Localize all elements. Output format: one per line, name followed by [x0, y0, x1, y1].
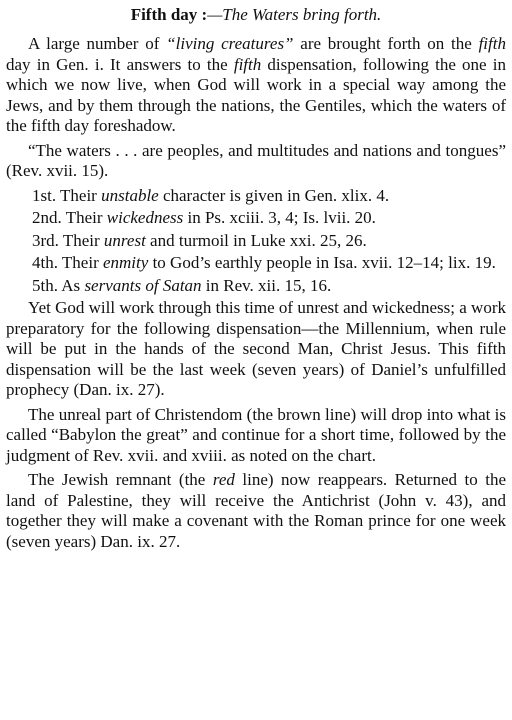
document-page: [6, 4, 506, 556]
paragraph-christendom: The unreal part of Christendom (the brown line) will drop into what is called “Babylon the great” and continue for a short time, followed by the judgment of Rev. xvii. and xviii. as noted on the chart.: [6, 404, 506, 465]
text-run: 2nd. Their: [32, 208, 107, 227]
text-run: 4th. Their: [32, 253, 103, 272]
emphasis: “living creatures”: [166, 34, 294, 53]
paragraph-yet-god: Yet God will work through this time of unrest and wickedness; a work preparatory for the following dispensation—the Millennium, when rule will be put in the hands of the second Man, Christ Jesus. This fifth dispensation will be the last week (seven years) of Daniel’s unfulfilled prophecy (Dan. ix. 27).: [6, 298, 506, 399]
text-run: in Ps. xciii. 3, 4; Is. lvii. 20.: [183, 208, 376, 227]
list-item-3rd: [6, 231, 506, 252]
text-run: 1st. Their: [32, 185, 102, 205]
emphasis: fifth: [478, 34, 506, 53]
emphasis: red: [212, 470, 235, 489]
text-run: in Rev. xii. 15, 16.: [201, 275, 332, 295]
text-run: character is given in Gen. xlix. 4.: [158, 185, 390, 205]
text-run: A large number of: [28, 34, 167, 53]
text-run: are brought forth on the: [293, 34, 479, 53]
emphasis: unrest: [103, 230, 146, 250]
list-item-4th: [6, 253, 506, 274]
paragraph-the-waters: “The waters . . . are peoples, and multitudes and nations and tongues” (Rev. xvii. 15).: [6, 140, 506, 180]
text-run: to God’s earthly people in Isa. xvii. 12–14; lix. 19.: [148, 253, 496, 272]
emphasis: enmity: [102, 253, 149, 272]
text-run: dispensation, following the one in which we now live, when God will work in a special way among the Jews, and by them through the nations, the Gentiles, which the waters of the fifth day foreshadow.: [6, 54, 507, 135]
emphasis: servants of Satan: [84, 275, 202, 295]
heading-bold: Fifth day :: [130, 5, 208, 24]
emphasis: wickedness: [106, 208, 184, 227]
emphasis: unstable: [101, 185, 159, 205]
text-run: and turmoil in Luke xxi. 25, 26.: [145, 230, 367, 250]
text-run: The Jewish remnant (the: [28, 470, 213, 489]
page-heading: [6, 4, 506, 26]
list-item-2nd: [6, 208, 506, 229]
list-item-1st: [6, 186, 506, 207]
text-run: 3rd. Their: [32, 230, 104, 250]
heading-italic: —The Waters bring forth.: [207, 5, 382, 24]
emphasis: fifth: [233, 54, 262, 74]
text-run: day in Gen. i. It answers to the: [6, 54, 234, 74]
list-item-5th: [6, 276, 506, 297]
text-run: line) now reappears. Returned to the land of Palestine, they will receive the Antichrist (John v. 43), and together they will make a covenant with the Roman prince for one week (seven years) Dan. ix. 27.: [6, 470, 506, 551]
paragraph-jewish-remnant: [6, 470, 506, 552]
paragraph-living-creatures: [6, 34, 506, 137]
text-run: 5th. As: [32, 275, 85, 295]
